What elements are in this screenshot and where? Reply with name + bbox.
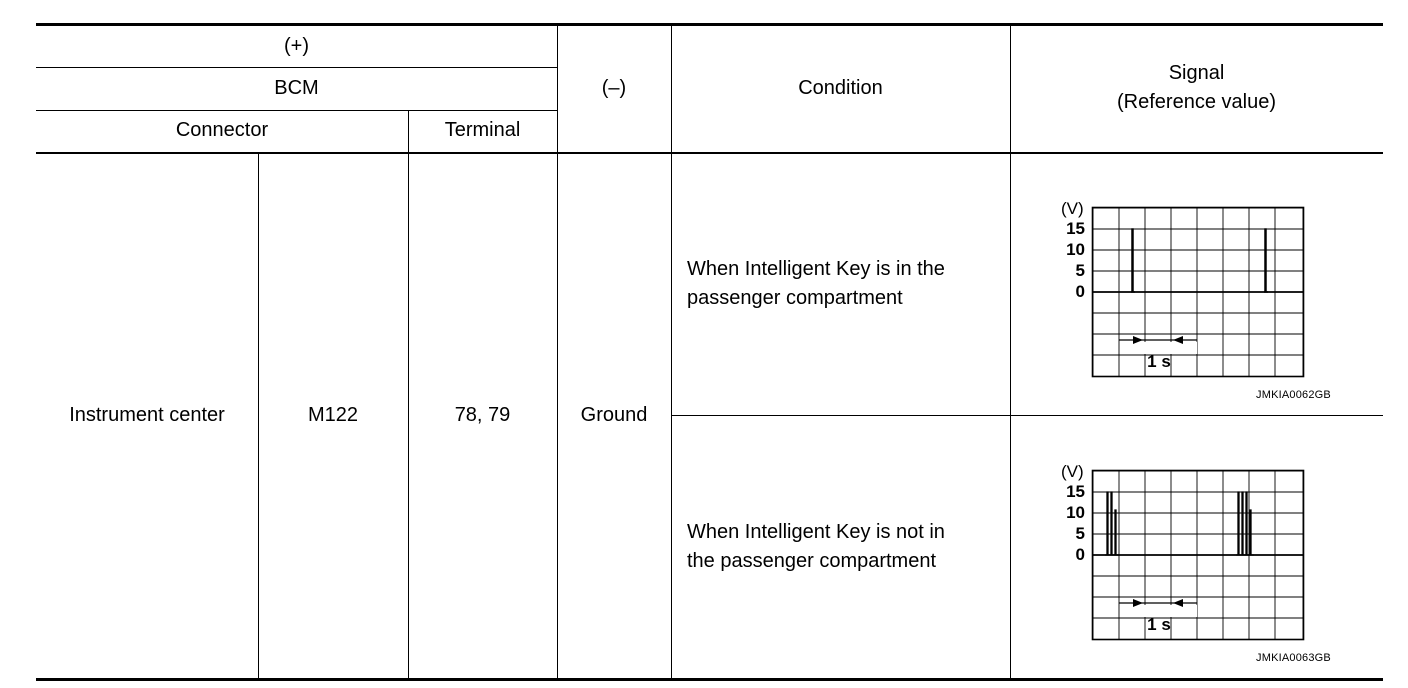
oscilloscope-waveform-1: [1055, 192, 1315, 382]
scope-2-time-label: 1 s: [1147, 615, 1171, 634]
scope-2-tick-0: 0: [1075, 545, 1085, 564]
table-top-border: [36, 23, 1383, 26]
scope-1-tick-10: 10: [1066, 240, 1085, 259]
connector-number-cell: M122: [307, 404, 359, 426]
header-bottom-border: [36, 152, 1383, 154]
header-condition: Condition: [798, 77, 883, 99]
condition-2-line1: When Intelligent Key is not in: [687, 521, 945, 543]
condition-1-line1: When Intelligent Key is in the: [687, 258, 945, 280]
header-plus: (+): [284, 35, 309, 57]
col-divider-condition: [671, 26, 672, 678]
scope-2-tick-10: 10: [1066, 503, 1085, 522]
scope-1-tick-0: 0: [1075, 282, 1085, 301]
scope-2-tick-5: 5: [1075, 524, 1085, 543]
figure-code-1: JMKIA0062GB: [1256, 389, 1331, 401]
table-bottom-border: [36, 678, 1383, 681]
condition-2-line2: the passenger compartment: [687, 550, 937, 572]
header-terminal: Terminal: [444, 119, 521, 141]
col-divider-minus: [557, 26, 558, 678]
header-bcm: BCM: [274, 77, 319, 99]
header-rule-plus: [36, 67, 557, 68]
scope-1-tick-5: 5: [1075, 261, 1085, 280]
scope-1-time-label: 1 s: [1147, 352, 1171, 371]
header-signal-line1: Signal: [1168, 62, 1225, 84]
scope-1-tick-15: 15: [1066, 219, 1085, 238]
scope-2-unit: (V): [1061, 462, 1084, 481]
connector-name-cell: Instrument center: [69, 404, 225, 426]
scope-1-unit: (V): [1061, 199, 1084, 218]
col-divider-signal: [1010, 26, 1011, 678]
header-connector: Connector: [175, 119, 269, 141]
header-signal-line2: (Reference value): [1117, 91, 1276, 113]
col-divider-terminal: [408, 110, 409, 678]
header-rule-bcm: [36, 110, 557, 111]
figure-code-2: JMKIA0063GB: [1256, 652, 1331, 664]
header-minus: (–): [601, 77, 627, 99]
condition-1-line2: passenger compartment: [687, 287, 903, 309]
terminal-cell: 78, 79: [454, 404, 511, 426]
oscilloscope-waveform-2: [1055, 455, 1315, 645]
minus-cell: Ground: [580, 404, 648, 426]
condition-row-divider: [671, 415, 1383, 416]
scope-2-tick-15: 15: [1066, 482, 1085, 501]
